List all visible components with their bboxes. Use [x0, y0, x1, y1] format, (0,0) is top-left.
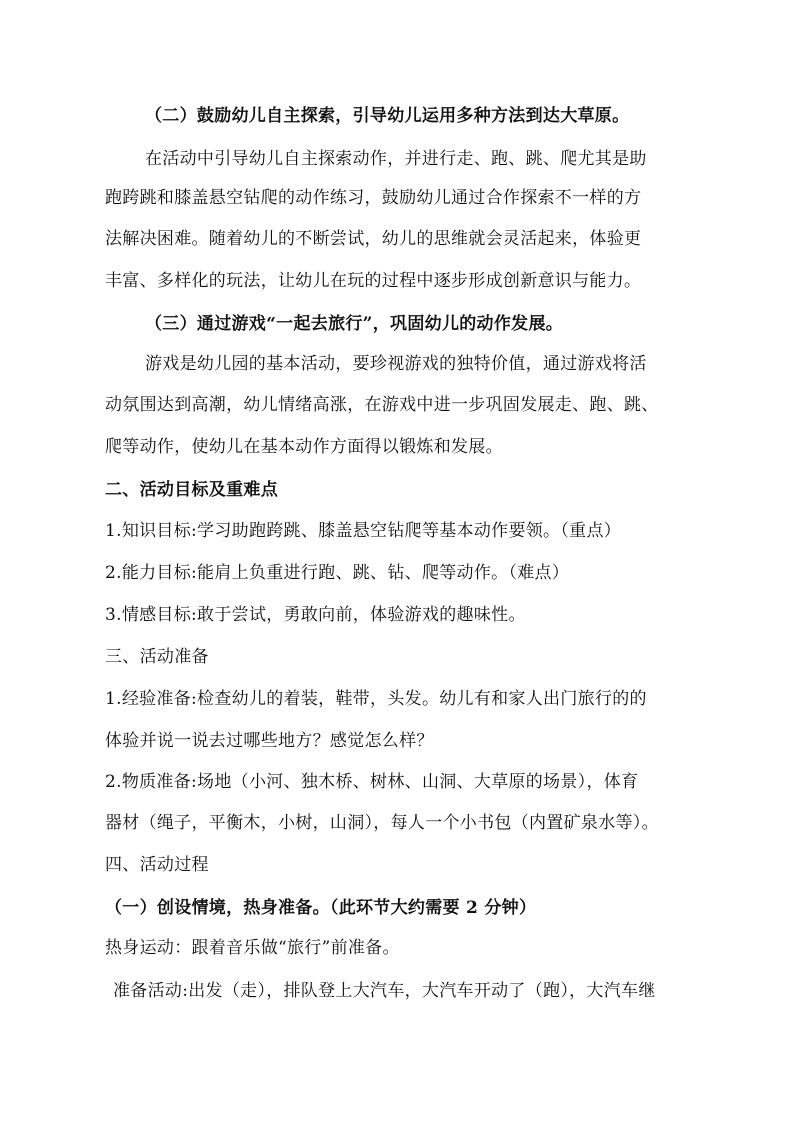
- paragraph-line: 在活动中引导幼儿自主探索动作，并进行走、跑、跳、爬尤其是助: [145, 149, 647, 169]
- paragraph-line: 准备活动:出发（走），排队登上大汽车，大汽车开动了（跑），大汽车继: [113, 981, 656, 1001]
- list-item-continued: 体验并说一说去过哪些地方？感觉怎么样？: [105, 731, 434, 751]
- list-item: 2.物质准备:场地（小河、独木桥、树林、山洞、大草原的场景），体育: [105, 772, 639, 792]
- paragraph-line: 热身运动：跟着音乐做“旅行”前准备。: [105, 938, 400, 958]
- heading-preparation: 三、活动准备: [105, 647, 209, 667]
- heading-process: 四、活动过程: [105, 855, 209, 875]
- list-item: 3.情感目标:敢于尝试，勇敢向前，体验游戏的趣味性。: [105, 605, 526, 625]
- list-item: 2.能力目标:能肩上负重进行跑、跳、钻、爬等动作。（难点）: [105, 563, 570, 583]
- list-item: 1.知识目标:学习助跑跨跳、膝盖悬空钻爬等基本动作要领。（重点）: [105, 521, 622, 541]
- heading-objectives: 二、活动目标及重难点: [105, 480, 278, 500]
- paragraph-line: 动氛围达到高潮，幼儿情绪高涨，在游戏中进一步巩固发展走、跑、跳、: [105, 395, 659, 415]
- section-heading-3: （三）通过游戏“一起去旅行”，巩固幼儿的动作发展。: [145, 314, 564, 334]
- paragraph-line: 丰富、多样化的玩法，让幼儿在玩的过程中逐步形成创新意识与能力。: [105, 271, 642, 291]
- section-heading-2: （二）鼓励幼儿自主探索，引导幼儿运用多种方法到达大草原。: [145, 106, 630, 126]
- list-item: 1.经验准备:检查幼儿的着装，鞋带，头发。幼儿有和家人出门旅行的的: [105, 689, 647, 709]
- subsection-heading-1: （一）创设情境，热身准备。（此环节大约需要 2 分钟）: [105, 898, 537, 918]
- list-item-continued: 器材（绳子，平衡木，小树，山洞），每人一个小书包（内置矿泉水等）。: [105, 813, 659, 833]
- paragraph-line: 游戏是幼儿园的基本活动，要珍视游戏的独特价值，通过游戏将活: [145, 354, 647, 374]
- paragraph-line: 爬等动作，使幼儿在基本动作方面得以锻炼和发展。: [105, 437, 503, 457]
- paragraph-line: 跑跨跳和膝盖悬空钻爬的动作练习，鼓励幼儿通过合作探索不一样的方: [105, 188, 642, 208]
- paragraph-line: 法解决困难。随着幼儿的不断尝试，幼儿的思维就会灵活起来，体验更: [105, 229, 642, 249]
